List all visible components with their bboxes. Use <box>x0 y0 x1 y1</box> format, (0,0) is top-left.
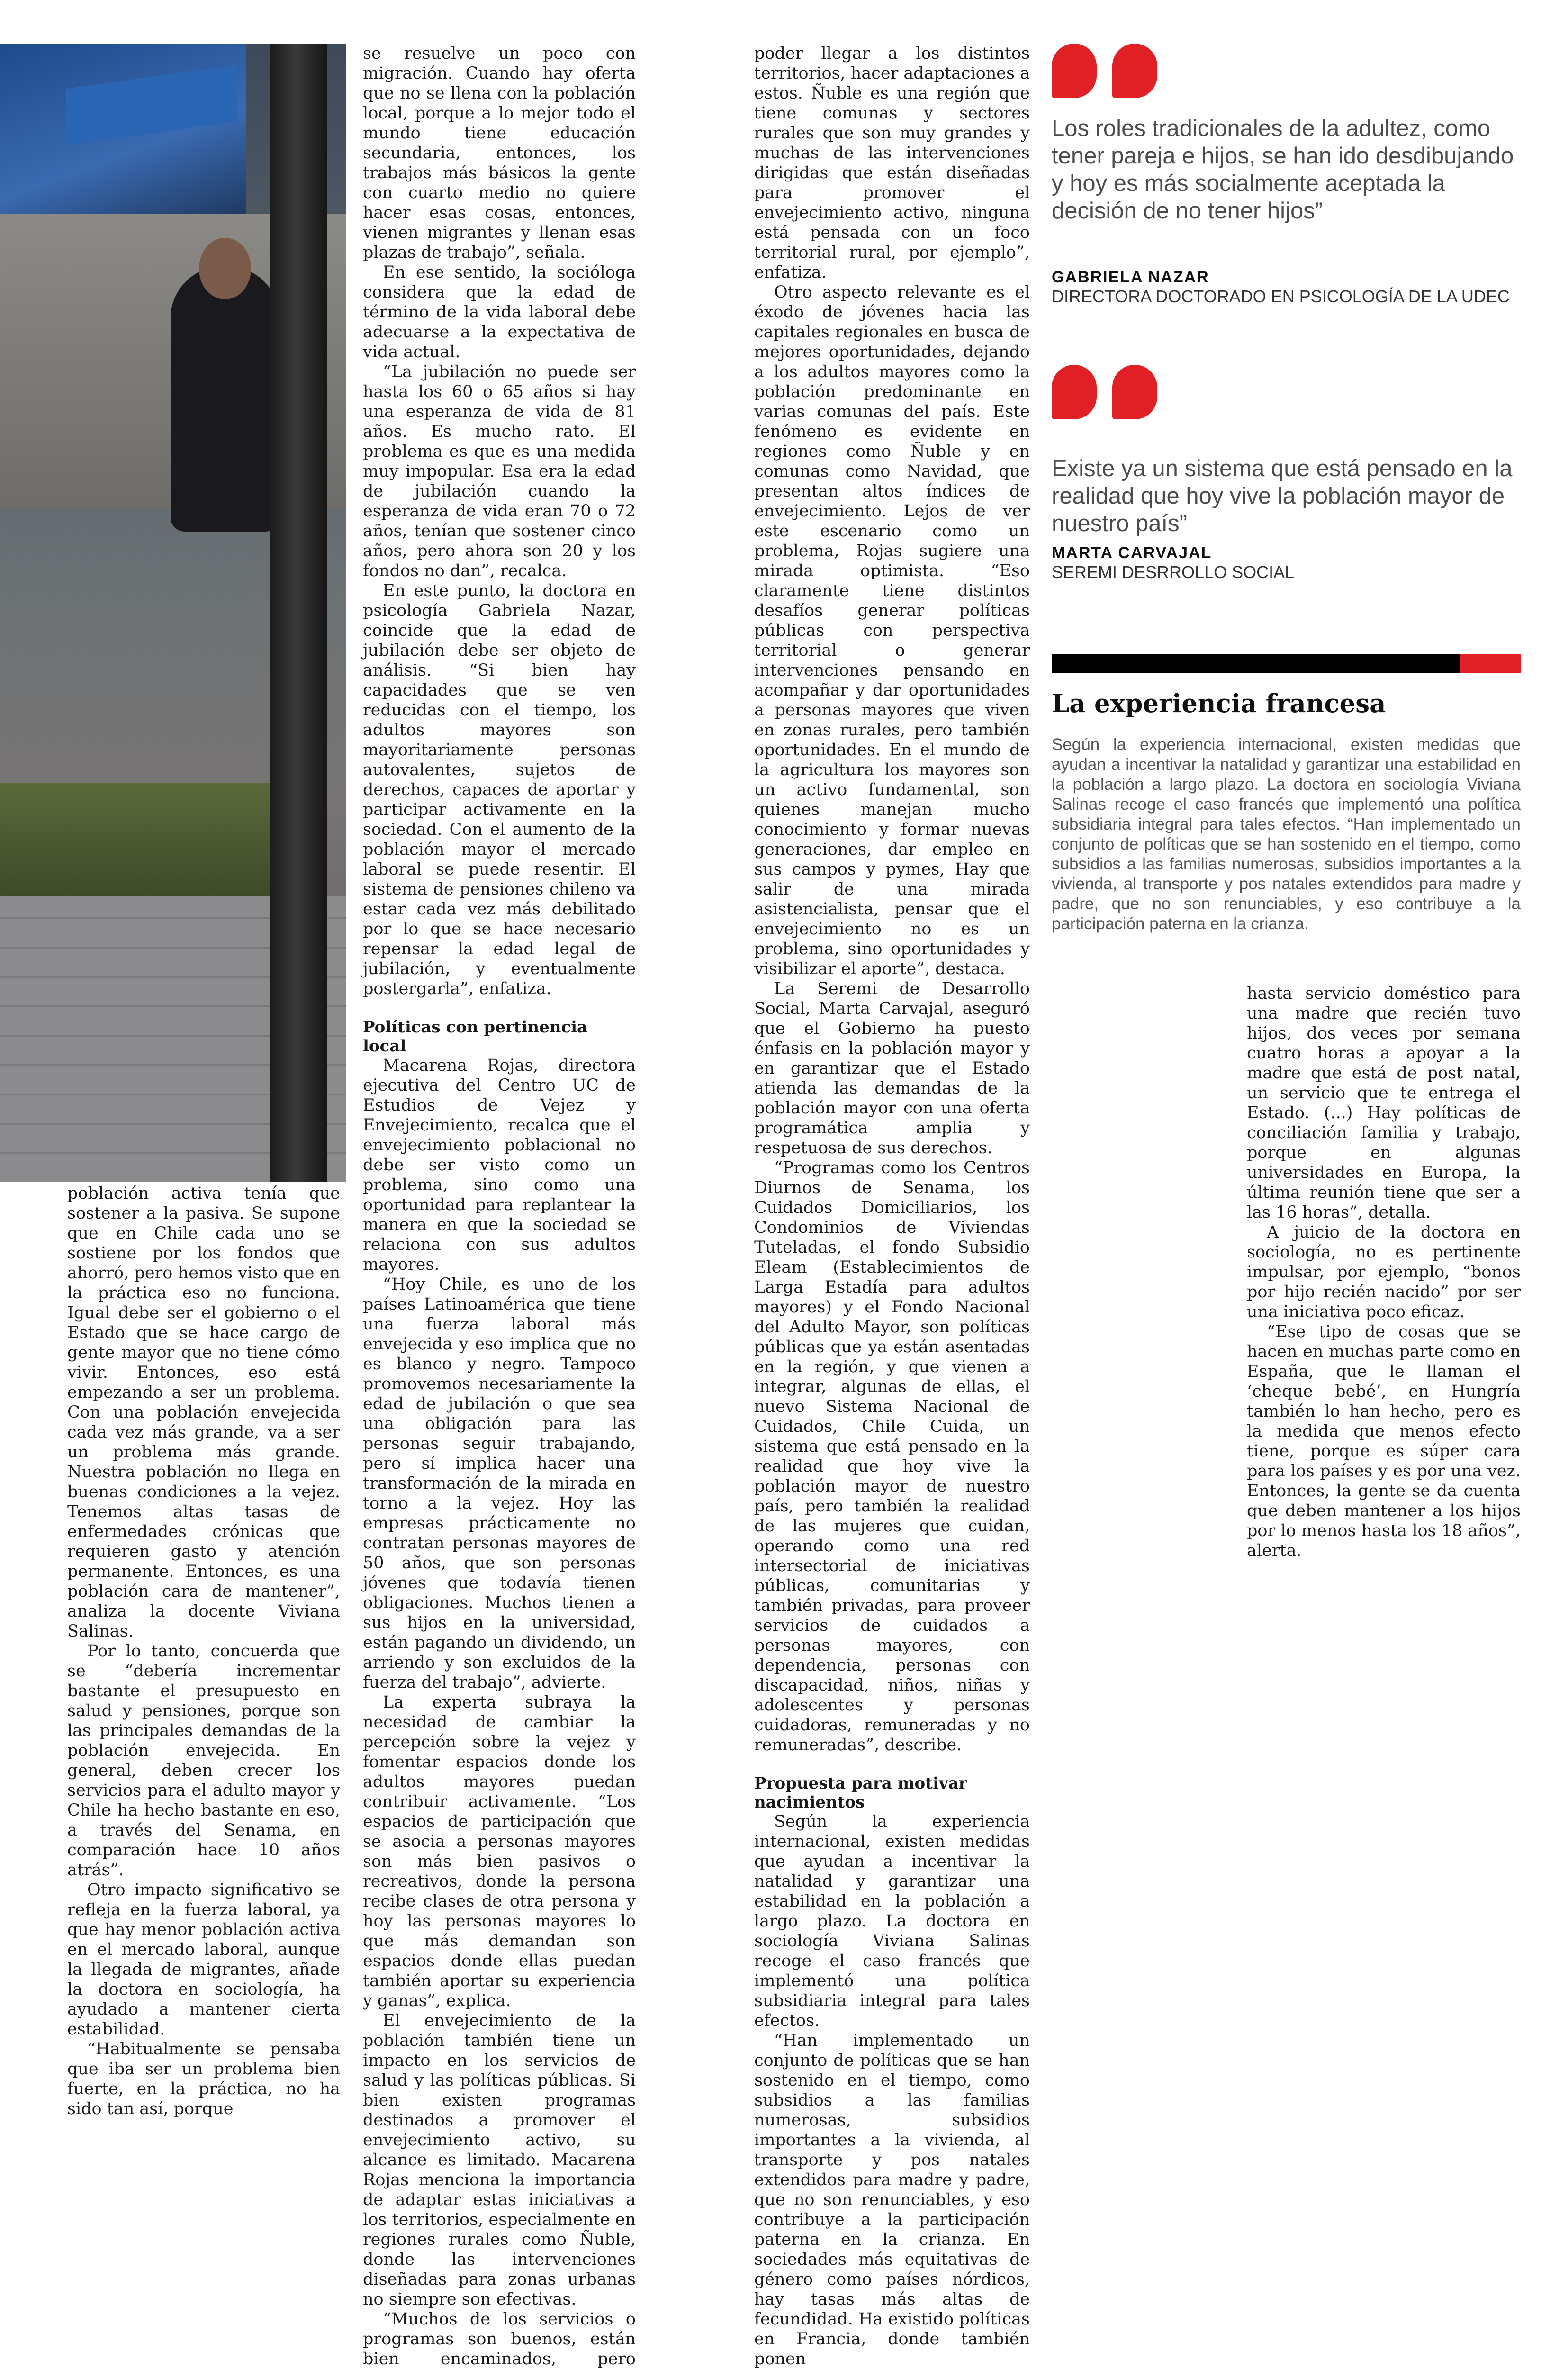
column-3 <box>754 44 1030 2369</box>
paragraph: La Seremi de Desarrollo Social, Marta Carvajal, aseguró que el Gobierno ha puesto énfasis en la población mayor y en garantizar que el Estado atienda las demandas de la población mayor con una oferta programática amplia y respetuosa de sus derechos. <box>754 979 1030 1157</box>
paragraph: En ese sentido, la socióloga considera que la edad de término de la vida laboral debe adecuarse a la expectativa de vida actual. <box>363 263 636 362</box>
quote-author: MARTA CARVAJAL <box>1052 544 1212 562</box>
planter <box>0 783 284 896</box>
quote-author-role: SEREMI DESRROLLO SOCIAL <box>1052 562 1295 582</box>
quote-mark-icon <box>1052 365 1521 436</box>
quote-mark-icon <box>1052 44 1521 115</box>
paragraph: Macarena Rojas, directora ejecutiva del Centro UC de Estudios de Vejez y Envejecimiento, recalca que el envejecimiento poblacional no debe ser visto como un problema, sino como una oportunidad para replantear la manera en que la sociedad se relaciona con sus adultos mayores. <box>363 1056 636 1274</box>
paragraph: hasta servicio doméstico para una madre que recién tuvo hijos, dos veces por semana cuatro horas a apoyar a la madre que está de post natal, un servicio que te entrega el Estado. (...) Hay políticas de conciliación familia y trabajo, porque en algunas universidades en Europa, la última reunión tiene que ser a las 16 horas”, detalla. <box>1247 984 1521 1222</box>
paragraph: Según la experiencia internacional, existen medidas que ayudan a incentivar la natalidad y garantizar una estabilidad en la población a largo plazo. La doctora en sociología Viviana Salinas recoge el caso francés que implementó una política subsidiaria integral para tales efectos. <box>754 1812 1030 2030</box>
paragraph: se resuelve un poco con migración. Cuando hay oferta que no se llena con la población local, porque a lo mejor todo el mundo tiene educación secundaria, entonces, los trabajos más básicos la gente con cuarto medio no quiere hacer esas cosas, entonces, vienen migrantes y llenan esas plazas de trabajo”, señala. <box>363 44 636 262</box>
quote-author-role: DIRECTORA DOCTORADO EN PSICOLOGÍA DE LA UDEC <box>1052 287 1510 306</box>
paragraph: “Ese tipo de cosas que se hacen en muchas parte como en España, que le llaman el ‘cheque bebé’, en Hungría también lo han hecho, pero es la medida que menos efecto tiene, porque es súper cara para los países y es por una vez. Entonces, la gente se da cuenta que deben mantener a los hijos por lo menos hasta los 18 años”, alerta. <box>1247 1322 1521 1560</box>
paragraph: Otro aspecto relevante es el éxodo de jóvenes hacia las capitales regionales en busca de mejores oportunidades, dejando a los adultos mayores como la población predominante en varias comunas del país. Este fenómeno es evidente en regiones como Ñuble y en comunas como Navidad, que presentan altos índices de envejecimiento. Lejos de ver este escenario como un problema, Rojas sugiere una mirada optimista. “Eso claramente tiene distintos desafíos generar políticas públicas con perspectiva territorial o generar intervenciones pensando en acompañar y dar oportunidades a personas mayores que viven en zonas rurales, pero también oportunidades. En el mundo de la agricultura los mayores son un activo fundamental, son quienes manejan mucho conocimiento y formar nuevas generaciones, dar empleo en sus campos y pymes, Hay que salir de una mirada asistencialista, pensar que el envejecimiento no es un problema, sino oportunidades y visibilizar el aporte”, destaca. <box>754 283 1030 978</box>
column-4 <box>1247 984 1521 1561</box>
paragraph: En este punto, la doctora en psicología Gabriela Nazar, coincide que la edad de jubilación debe ser objeto de análisis. “Si bien hay capacidades que se ven reducidas con el tiempo, los adultos mayores son mayoritariamente personas autovalentes, sujetos de derechos, capaces de aportar y participar activamente en la sociedad. Con el aumento de la población mayor el mercado laboral se puede resentir. El sistema de pensiones chileno va estar cada vez más debilitado por lo que se hace necesario repensar la edad legal de jubilación, y eventualmente postergarla”, enfatiza. <box>363 581 636 998</box>
subheading: Políticas con pertinencia local <box>363 1018 588 1056</box>
paragraph: “La jubilación no puede ser hasta los 60 o 65 años si hay una esperanza de vida de 81 años. Es mucho rato. El problema es que es una medida muy impopular. Esa era la edad de jubilación cuando la esperanza de vida eran 70 o 72 años, tenían que sostener cinco años, pero ahora son 20 y los fondos no dan”, recalca. <box>363 362 636 580</box>
paragraph: Por lo tanto, concuerda que se “debería incrementar bastante el presupuesto en salud y pensiones, porque son las principales demandas de la población envejecida. En general, deben crecer los servicios para el adulto mayor y Chile ha hecho bastante en eso, a través del Senama, en comparación hace 10 años atrás”. <box>67 1642 340 1880</box>
subheading: Propuesta para motivar nacimientos <box>754 1774 967 1812</box>
paragraph: “Muchos de los servicios o programas son buenos, están bien encaminados, pero <box>363 2310 636 2369</box>
paragraph: “Programas como los Centros Diurnos de Senama, los Cuidados Domiciliarios, los Condominios de Viviendas Tuteladas, el fondo Subsidio Eleam (Establecimientos de Larga Estadía para adultos mayores) y el Fondo Nacional del Adulto Mayor, son políticas públicas que ya están asentadas en la región, y que vienen a integrar, algunas de ellas, el nuevo Sistema Nacional de Cuidados, Chile Cuida, un sistema que está pensado en la realidad que hoy vive la población mayor de nuestro país, pero también la realidad de las mujeres que cuidan, operando como una red intersectorial de iniciativas públicas, comunitarias y también privadas, para proveer servicios de cuidados a personas mayores, con dependencia, personas con discapacidad, niños, niñas y adolescentes y personas cuidadoras, remuneradas y no remuneradas”, describe. <box>754 1158 1030 1754</box>
quote-text: Los roles tradicionales de la adultez, como tener pareja e hijos, se han ido desdibujando y hoy es más socialmente aceptada la decisión de no tener hijos” <box>1052 116 1514 224</box>
sidebar-title: La experiencia francesa <box>1052 689 1386 718</box>
paragraph: La experta subraya la necesidad de cambiar la percepción sobre la vejez y fomentar espacios donde los adultos mayores puedan contribuir activamente. “Los espacios de participación que se asocia a personas mayores son más bien pasivos o recreativos, donde la persona recibe clases de otra persona y hoy las personas mayores lo que más demandan son espacios donde ellas puedan también aportar su experiencia y ganas”, explica. <box>363 1693 636 2010</box>
street-photo <box>0 44 346 1182</box>
sidebar-box <box>1052 687 1521 934</box>
quote-author: GABRIELA NAZAR <box>1052 268 1209 286</box>
section-divider-bar <box>1052 654 1521 673</box>
column-2 <box>363 44 636 2369</box>
quote-text: Existe ya un sistema que está pensado en la realidad que hoy vive la población mayor de nuestro país” <box>1052 456 1513 536</box>
paragraph: Otro impacto significativo se refleja en la fuerza laboral, ya que hay menor población activa en el mercado laboral, aunque la llegada de migrantes, añade la doctora en sociología, ha ayudado a mantener cierta estabilidad. <box>67 1881 340 2039</box>
pedestrian-head <box>199 238 251 299</box>
paragraph: “Habitualmente se pensaba que iba ser un problema bien fuerte, en la práctica, no ha sido tan así, porque <box>67 2040 340 2118</box>
pull-quote-carvajal <box>1052 365 1521 582</box>
divider-accent <box>1460 654 1521 673</box>
pull-quote-nazar <box>1052 44 1521 307</box>
pedestrian <box>171 266 279 532</box>
sidebar-text: Según la experiencia internacional, existen medidas que ayudan a incentivar la natalidad y garantizar una estabilidad en la población a largo plazo. La doctora en sociología Viviana Salinas recoge el caso francés que implementó una política subsidiaria integral para tales efectos. “Han implementado un conjunto de políticas que se han sostenido en el tiempo, como subsidios a las familias numerosas, subsidios importantes a la vivienda, al transporte y pos natales extendidos para madre y padre, que no son renunciables, y eso contribuye a la participación paterna en la crianza. <box>1052 735 1521 933</box>
paragraph: “Hoy Chile, es uno de los países Latinoamérica que tiene una fuerza laboral más envejecida y eso implica que no es blanco y negro. Tampoco promovemos necesariamente la edad de jubilación o que sea una obligación para las personas seguir trabajando, pero sí implica hacer una transformación de la mirada en torno a la vejez. Hoy las empresas prácticamente no contratan personas mayores de 50 años, que son personas jóvenes que todavía tienen obligaciones. Muchos tienen a sus hijos en la universidad, están pagando un dividendo, un arriendo y son excluidos de la fuerza del trabajo”, advierte. <box>363 1275 636 1692</box>
street-lamp-pole <box>270 44 327 1182</box>
paragraph: A juicio de la doctora en sociología, no es pertinente impulsar, por ejemplo, “bonos por hijo recién nacido” por ser una iniciativa poco eficaz. <box>1247 1223 1521 1321</box>
paragraph: población activa tenía que sostener a la pasiva. Se supone que en Chile cada uno se sostiene por los fondos que ahorró, pero hemos visto que en la práctica eso no funciona. Igual debe ser el gobierno o el Estado que se hace cargo de gente mayor que no tiene cómo vivir. Entonces, eso está empezando a ser un problema. Con una población envejecida cada vez más grande, va a ser un problema más grande. Nuestra población no llega en buenas condiciones a la vejez. Tenemos altas tasas de enfermedades crónicas que requieren gasto y atención permanente. Entonces, es una población cara de mantener”, analiza la docente Viviana Salinas. <box>67 1184 340 1641</box>
paragraph: “Han implementado un conjunto de políticas que se han sostenido en el tiempo, como subsidios a las familias numerosas, subsidios importantes a la vivienda, al transporte y pos natales extendidos para madre y padre, que no son renunciables, y eso contribuye a la participación paterna en la crianza. En sociedades más equitativas de género como países nórdicos, hay tasas más altas de fecundidad. Ha existido políticas en Francia, donde también ponen <box>754 2031 1030 2369</box>
paragraph: El envejecimiento de la población también tiene un impacto en los servicios de salud y las políticas públicas. Si bien existen programas destinados a promover el envejecimiento activo, su alcance es limitado. Macarena Rojas menciona la importancia de adaptar estas iniciativas a los territorios, especialmente en regiones rurales como Ñuble, donde las intervenciones diseñadas para zonas urbanas no siempre son efectivas. <box>363 2011 636 2309</box>
column-1 <box>67 1184 340 2119</box>
paragraph: poder llegar a los distintos territorios, hacer adaptaciones a estos. Ñuble es una región que tiene comunas y sectores rurales que son muy grandes y muchas de las intervenciones dirigidas que están diseñadas para promover el envejecimiento activo, ninguna está pensada con un foco territorial rural, por ejemplo”, enfatiza. <box>754 44 1030 282</box>
